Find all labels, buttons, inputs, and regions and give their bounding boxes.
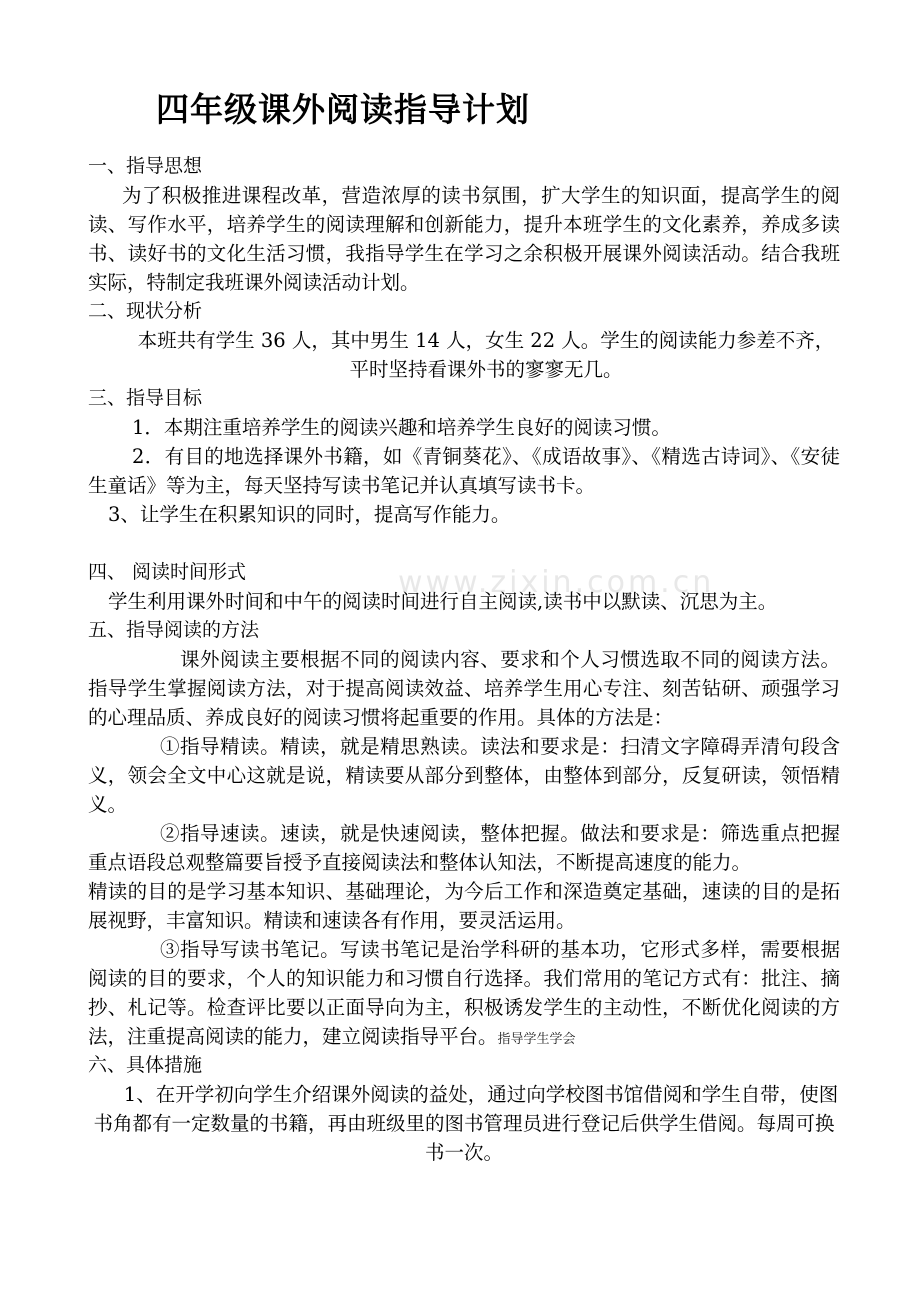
paragraph-methods-intro: 课外阅读主要根据不同的阅读内容、要求和个人习惯选取不同的阅读方法。指导学生掌握阅读方法，对于提高阅读效益、培养学生用心专注、刻苦钻研、顽强学习的心理品质、养成良好的阅读习惯将起重要的作用。具体的方法是： (88, 648, 840, 729)
method-reading-notes (88, 935, 840, 1051)
method-reading-notes-text: ③指导写读书笔记。写读书笔记是治学科研的基本功，它形式多样，需要根据阅读的目的要求，个人的知识能力和习惯自行选择。我们常用的笔记方式有：批注、摘抄、札记等。检查评比要以正面导向为主，积极诱发学生的主动性，不断优化阅读的方法，注重提高阅读的能力，建立阅读指导平台。 (88, 938, 840, 1048)
watermark: www.zixin.com.cn (398, 565, 715, 600)
paragraph-reading-purpose: 精读的目的是学习基本知识、基础理论，为今后工作和深造奠定基础，速读的目的是拓展视野，丰富知识。精读和速读各有作用，要灵活运用。 (88, 880, 840, 932)
section-heading-methods: 五、指导阅读的方法 (88, 619, 260, 641)
goal-item-2: 2．有目的地选择课外书籍，如《青铜葵花》、《成语故事》、《精选古诗词》、《安徒生童话》等为主，每天坚持写读书笔记并认真填写读书卡。 (88, 445, 840, 497)
measure-item-1: 1、在开学初向学生介绍课外阅读的益处，通过向学校图书馆借阅和学生自带，使图书角都有一定数量的书籍，再由班级里的图书管理员进行登记后供学生借阅。每周可换书一次。 (93, 1083, 839, 1164)
section-heading-measures: 六、具体措施 (88, 1054, 203, 1076)
method-speed-reading: ②指导速读。速读，就是快速阅读，整体把握。做法和要求是：筛选重点把握重点语段总观整篇要旨授予直接阅读法和整体认知法，不断提高速度的能力。 (88, 822, 840, 874)
section-heading-guiding-thought: 一、指导思想 (88, 155, 203, 177)
method-intensive-reading: ①指导精读。精读，就是精思熟读。读法和要求是：扫清文字障碍弄清句段含义，领会全文中心这就是说，精读要从部分到整体，由整体到部分，反复研读，领悟精义。 (88, 735, 840, 816)
blank-line (88, 529, 840, 558)
method-reading-notes-small: 指导学生学会 (497, 1032, 576, 1047)
section-heading-status-analysis: 二、现状分析 (88, 300, 203, 322)
section-heading-goals: 三、指导目标 (88, 387, 203, 409)
paragraph-guiding-thought: 为了积极推进课程改革，营造浓厚的读书氛围，扩大学生的知识面，提高学生的阅读、写作水平，培养学生的阅读理解和创新能力，提升本班学生的文化素养，养成多读书、读好书的文化生活习惯，我指导学生在学习之余积极开展课外阅读活动。结合我班实际，特制定我班课外阅读活动计划。 (88, 184, 840, 294)
document-title: 四年级课外阅读指导计划 (156, 90, 530, 129)
paragraph-status-analysis: 本班共有学生 36 人，其中男生 14 人，女生 22 人。学生的阅读能力参差不齐，平时坚持看课外书的寥寥无几。 (137, 329, 835, 381)
goal-item-1: 1．本期注重培养学生的阅读兴趣和培养学生良好的阅读习惯。 (132, 416, 671, 439)
goal-item-3: 3、让学生在积累知识的同时，提高写作能力。 (108, 503, 511, 526)
section-heading-reading-time: 四、 阅读时间形式 (88, 561, 247, 583)
document-body (88, 152, 840, 1167)
paragraph-reading-time: 学生利用课外时间和中午的阅读时间进行自主阅读,读书中以默读、沉思为主。 (108, 590, 778, 613)
